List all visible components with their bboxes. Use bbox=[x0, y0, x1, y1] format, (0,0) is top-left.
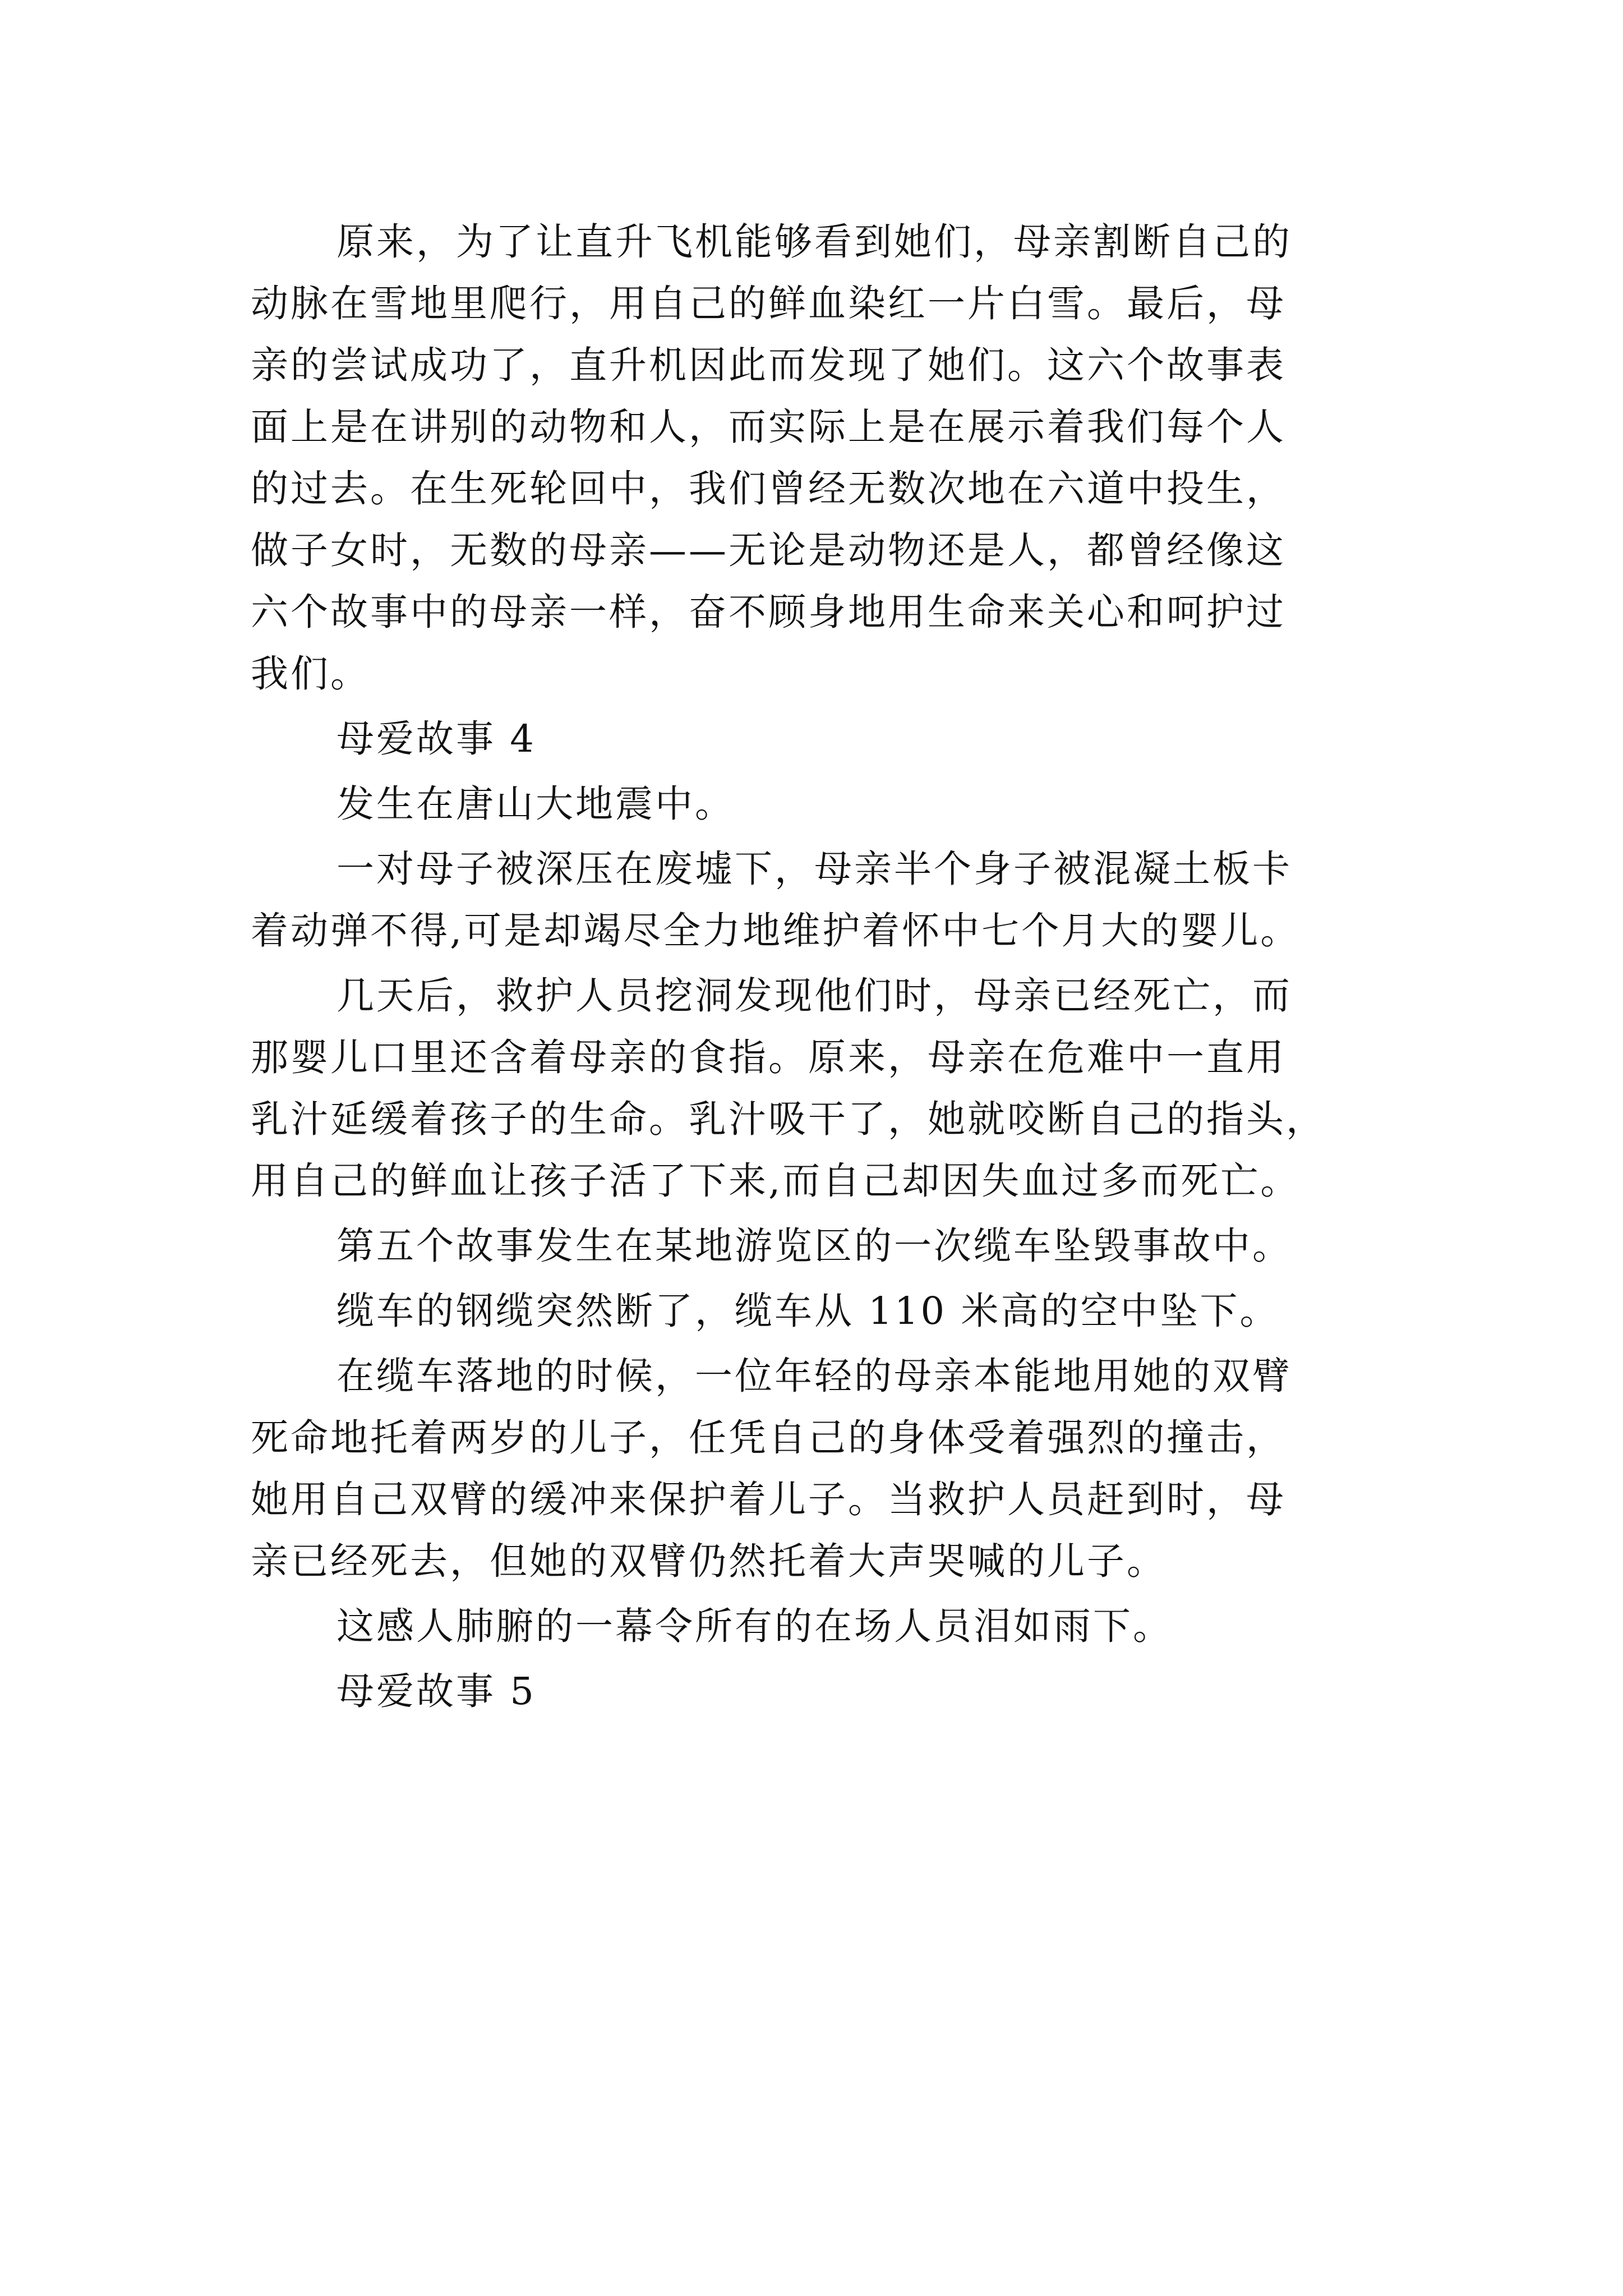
text-line: 我们。 bbox=[251, 652, 370, 696]
section-heading: 母爱故事 4 bbox=[336, 717, 536, 761]
text-line: 亲已经死去，但她的双臂仍然托着大声哭喊的儿子。 bbox=[251, 1539, 1166, 1583]
text-line: 死命地托着两岁的儿子，任凭自己的身体受着强烈的撞击， bbox=[251, 1416, 1286, 1460]
text-line: 亲的尝试成功了，直升机因此而发现了她们。这六个故事表 bbox=[251, 343, 1286, 387]
text-line: 面上是在讲别的动物和人，而实际上是在展示着我们每个人 bbox=[251, 405, 1286, 449]
text-line: 在缆车落地的时候，一位年轻的母亲本能地用她的双臂 bbox=[336, 1354, 1292, 1398]
text-line: 她用自己双臂的缓冲来保护着儿子。当救护人员赶到时，母 bbox=[251, 1478, 1286, 1521]
text-line: 六个故事中的母亲一样，奋不顾身地用生命来关心和呵护过 bbox=[251, 590, 1286, 634]
text-line: 着动弹不得,可是却竭尽全力地维护着怀中七个月大的婴儿。 bbox=[251, 909, 1301, 953]
text-line: 原来，为了让直升飞机能够看到她们，母亲割断自己的 bbox=[336, 220, 1292, 264]
text-line: 的过去。在生死轮回中，我们曾经无数次地在六道中投生， bbox=[251, 467, 1286, 510]
text-line: 几天后，救护人员挖洞发现他们时，母亲已经死亡，而 bbox=[336, 974, 1292, 1018]
text-line: 做子女时，无数的母亲——无论是动物还是人，都曾经像这 bbox=[251, 528, 1286, 572]
section-heading: 母爱故事 5 bbox=[336, 1669, 536, 1713]
text-line: 一对母子被深压在废墟下，母亲半个身子被混凝土板卡 bbox=[336, 847, 1292, 891]
text-line: 用自己的鲜血让孩子活了下来,而自己却因失血过多而死亡。 bbox=[251, 1159, 1301, 1203]
text-line: 这感人肺腑的一幕令所有的在场人员泪如雨下。 bbox=[336, 1604, 1173, 1648]
text-line: 发生在唐山大地震中。 bbox=[336, 782, 735, 826]
text-line: 那婴儿口里还含着母亲的食指。原来，母亲在危难中一直用 bbox=[251, 1036, 1286, 1079]
text-line: 乳汁延缓着孩子的生命。乳汁吸干了，她就咬断自己的指头， bbox=[251, 1097, 1326, 1141]
text-line: 第五个故事发生在某地游览区的一次缆车坠毁事故中。 bbox=[336, 1224, 1292, 1268]
text-line: 缆车的钢缆突然断了，缆车从 110 米高的空中坠下。 bbox=[336, 1289, 1280, 1333]
text-line: 动脉在雪地里爬行，用自己的鲜血染红一片白雪。最后，母 bbox=[251, 282, 1286, 325]
